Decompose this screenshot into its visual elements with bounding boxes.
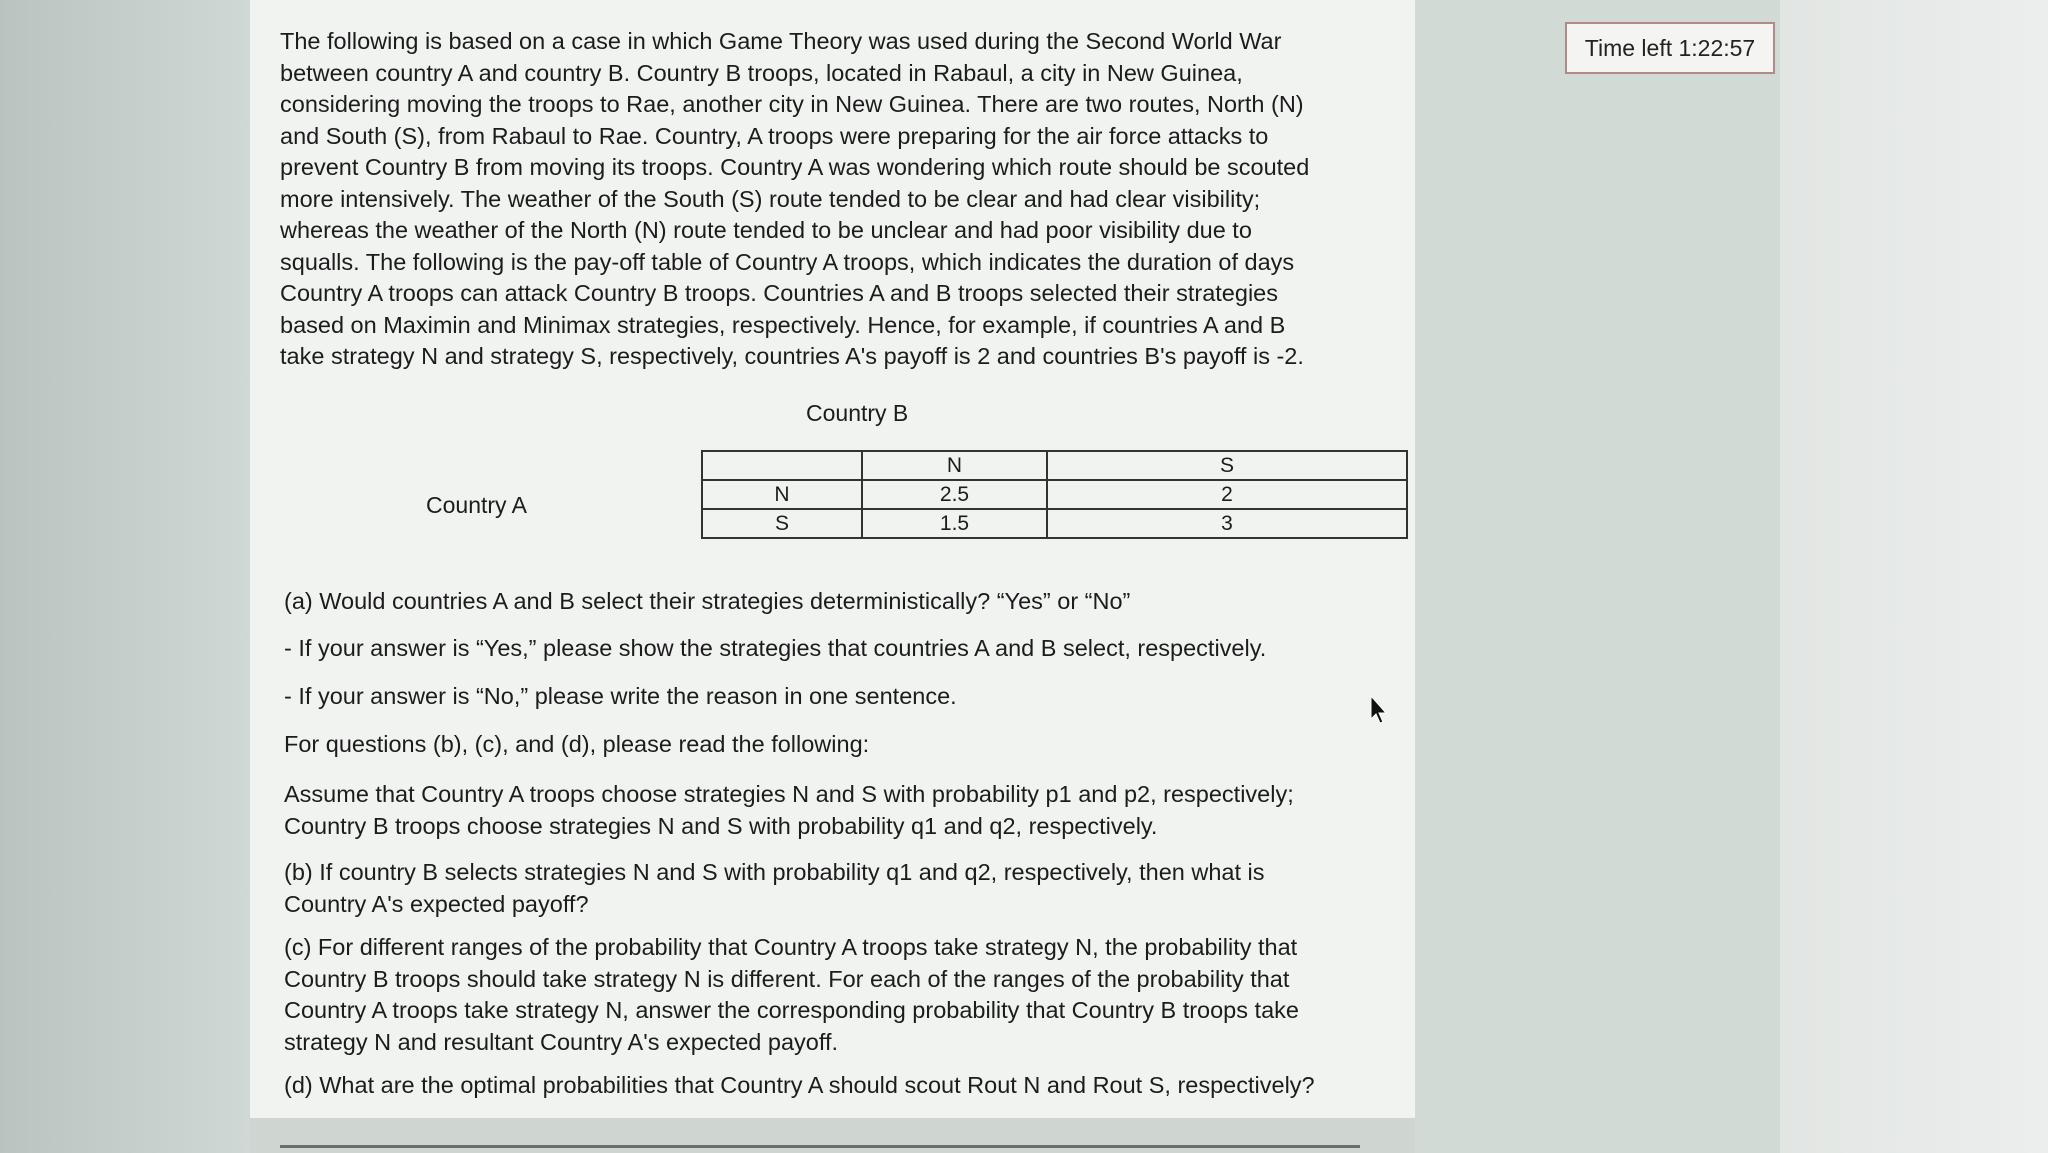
question-b-line: (b) If country B selects strategies N and S with probability q1 and q2, respectively, then what is <box>284 859 1265 885</box>
intro-line: prevent Country B from moving its troops. Country A was wondering which route should be scouted <box>280 154 1310 180</box>
answer-box-top-edge <box>280 1145 1360 1148</box>
question-d: (d) What are the optimal probabilities that Country A should scout Rout N and Rout S, respectively? <box>284 1072 1315 1098</box>
background-left-strip <box>0 0 250 1153</box>
intro-line: considering moving the troops to Rae, another city in New Guinea. There are two routes, North (N) <box>280 91 1304 117</box>
table-row-label: N <box>702 480 862 509</box>
table-row <box>702 480 1407 509</box>
table-row <box>702 509 1407 538</box>
intro-line: based on Maximin and Minimax strategies, respectively. Hence, for example, if countries A and B <box>280 311 1286 338</box>
table-row-label: S <box>702 509 862 538</box>
time-left-indicator: Time left 1:22:57 <box>1565 22 1775 74</box>
question-a-no-instruction: - If your answer is “No,” please write the reason in one sentence. <box>284 683 957 709</box>
mouse-pointer-icon <box>1370 695 1388 725</box>
question-c-line: Country B troops should take strategy N is different. For each of the ranges of the probability that <box>284 965 1290 992</box>
question-a-yes-instruction: - If your answer is “Yes,” please show the strategies that countries A and B select, respectively. <box>284 635 1267 661</box>
payoff-table <box>701 450 1408 539</box>
intro-line: and South (S), from Rabaul to Rae. Country, A troops were preparing for the air force attacks to <box>280 122 1269 149</box>
intro-line: more intensively. The weather of the South (S) route tended to be clear and had clear visibility; <box>280 185 1261 212</box>
intro-line: Country A troops can attack Country B troops. Countries A and B troops selected their strategies <box>280 280 1278 306</box>
intro-line: take strategy N and strategy S, respectively, countries A's payoff is 2 and countries B's payoff is -2. <box>280 343 1304 369</box>
table-cell: 2.5 <box>862 480 1047 509</box>
question-b-line: Country A's expected payoff? <box>284 890 589 917</box>
background-far-right <box>1780 0 2048 1153</box>
row-player-label: Country A <box>426 492 527 518</box>
intro-line: whereas the weather of the North (N) route tended to be unclear and had poor visibility due to <box>280 217 1252 243</box>
background-right-gutter <box>1415 0 1780 1153</box>
intro-paragraph <box>280 26 1400 373</box>
table-header-cell: N <box>862 451 1047 480</box>
table-cell <box>702 451 862 480</box>
assumption-line: Country B troops choose strategies N and S with probability q1 and q2, respectively. <box>284 812 1158 839</box>
question-b <box>284 857 1265 920</box>
intro-line: The following is based on a case in which Game Theory was used during the Second World War <box>280 28 1282 54</box>
table-header-cell: S <box>1047 451 1407 480</box>
intro-line: squalls. The following is the pay-off table of Country A troops, which indicates the duration of days <box>280 248 1295 275</box>
question-c-line: Country A troops take strategy N, answer the corresponding probability that Country B troops take <box>284 997 1299 1023</box>
assumption-text <box>284 779 1294 842</box>
table-cell: 1.5 <box>862 509 1047 538</box>
question-a: (a) Would countries A and B select their strategies deterministically? “Yes” or “No” <box>284 588 1131 614</box>
intro-line: between country A and country B. Country B troops, located in Rabaul, a city in New Guinea, <box>280 59 1243 86</box>
column-player-label: Country B <box>806 400 909 426</box>
table-cell: 3 <box>1047 509 1407 538</box>
questions-bcd-intro: For questions (b), (c), and (d), please read the following: <box>284 731 870 757</box>
question-c-line: (c) For different ranges of the probability that Country A troops take strategy N, the probability that <box>284 934 1298 960</box>
question-c-line: strategy N and resultant Country A's expected payoff. <box>284 1028 839 1055</box>
table-cell: 2 <box>1047 480 1407 509</box>
question-c <box>284 932 1299 1058</box>
payoff-table-header-row <box>702 451 1407 480</box>
assumption-line: Assume that Country A troops choose strategies N and S with probability p1 and p2, respectively; <box>284 781 1294 807</box>
